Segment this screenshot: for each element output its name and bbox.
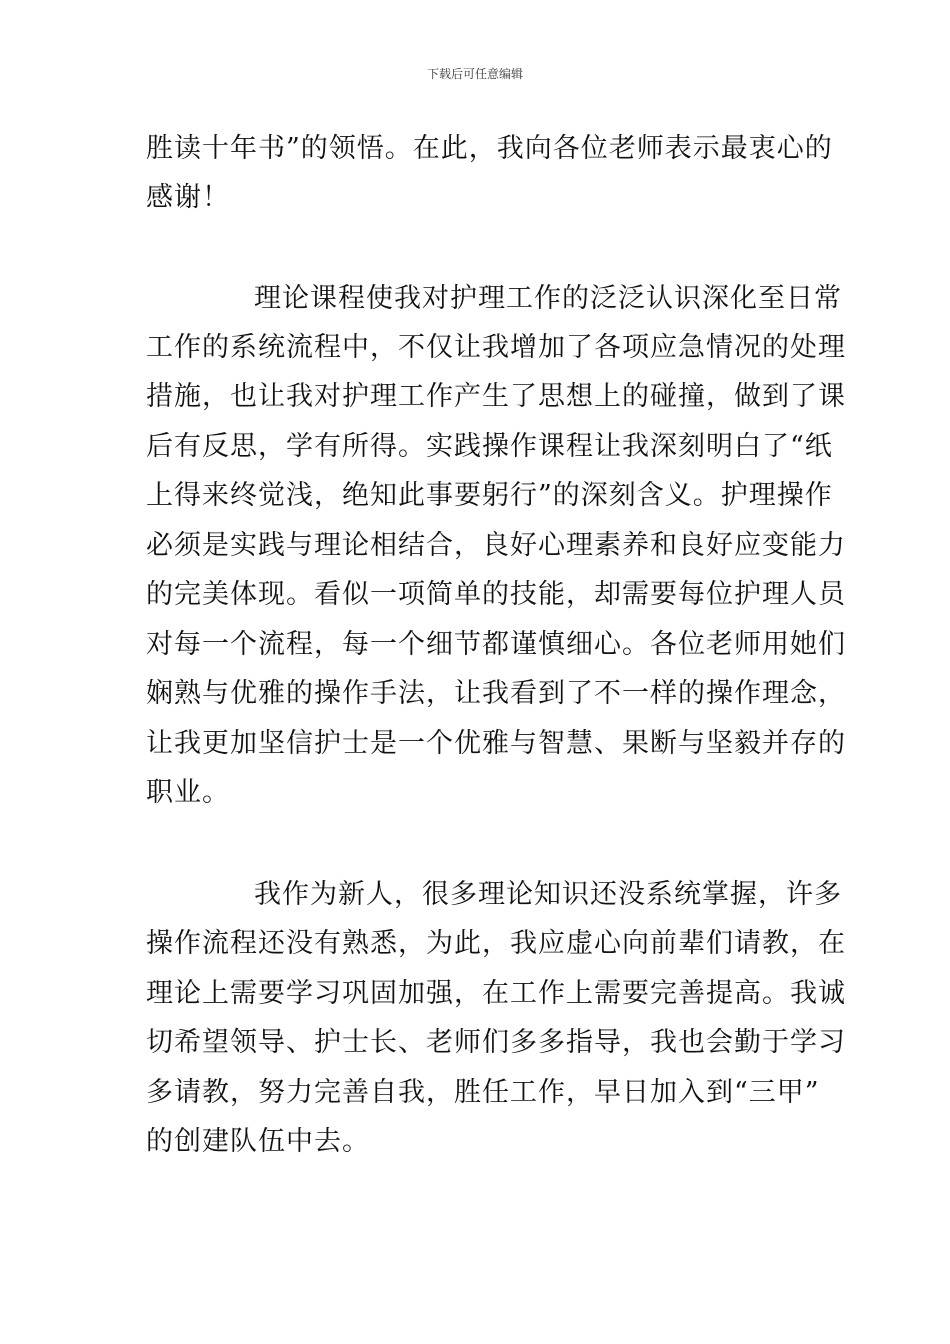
- paragraph-3-line-1: 我作为新人，很多理论知识还没系统掌握，许多: [254, 879, 842, 910]
- paragraph-3-line-2: 操作流程还没有熟悉，为此，我应虚心向前辈们请教，在: [146, 928, 846, 959]
- paragraph-1-line-2: 感谢！: [146, 182, 230, 213]
- page-header: 下载后可任意编辑: [426, 67, 523, 81]
- paragraph-2-line-5: 上得来终觉浅，绝知此事要躬行”的深刻含义。护理操作: [146, 480, 833, 511]
- paragraph-2-line-2: 工作的系统流程中，不仅让我增加了各项应急情况的处理: [146, 332, 846, 363]
- paragraph-2-line-8: 对每一个流程，每一个细节都谨慎细心。各位老师用她们: [146, 629, 846, 660]
- paragraph-1-line-1: 胜读十年书”的领悟。在此，我向各位老师表示最衷心的: [146, 133, 833, 164]
- paragraph-3-line-4: 切希望领导、护士长、老师们多多指导，我也会勤于学习: [146, 1027, 846, 1058]
- paragraph-2-line-7: 的完美体现。看似一项简单的技能，却需要每位护理人员: [146, 579, 846, 610]
- paragraph-2-line-1: 理论课程使我对护理工作的泛泛认识深化至日常: [254, 283, 842, 314]
- paragraph-2-line-6: 必须是实践与理论相结合，良好心理素养和良好应变能力: [146, 530, 846, 561]
- paragraph-2-line-3: 措施，也让我对护理工作产生了思想上的碰撞，做到了课: [146, 381, 846, 412]
- paragraph-2-line-11: 职业。: [146, 777, 230, 808]
- paragraph-2-line-9: 娴熟与优雅的操作手法，让我看到了不一样的操作理念，: [146, 678, 846, 709]
- paragraph-3-line-5: 多请教，努力完善自我，胜任工作，早日加入到“三甲”: [146, 1077, 820, 1108]
- paragraph-3-line-3: 理论上需要学习巩固加强，在工作上需要完善提高。我诚: [146, 978, 846, 1009]
- paragraph-3-line-6: 的创建队伍中去。: [146, 1126, 370, 1157]
- paragraph-2-line-4: 后有反思，学有所得。实践操作课程让我深刻明白了“纸: [146, 431, 833, 462]
- paragraph-2-line-10: 让我更加坚信护士是一个优雅与智慧、果断与坚毅并存的: [146, 728, 846, 759]
